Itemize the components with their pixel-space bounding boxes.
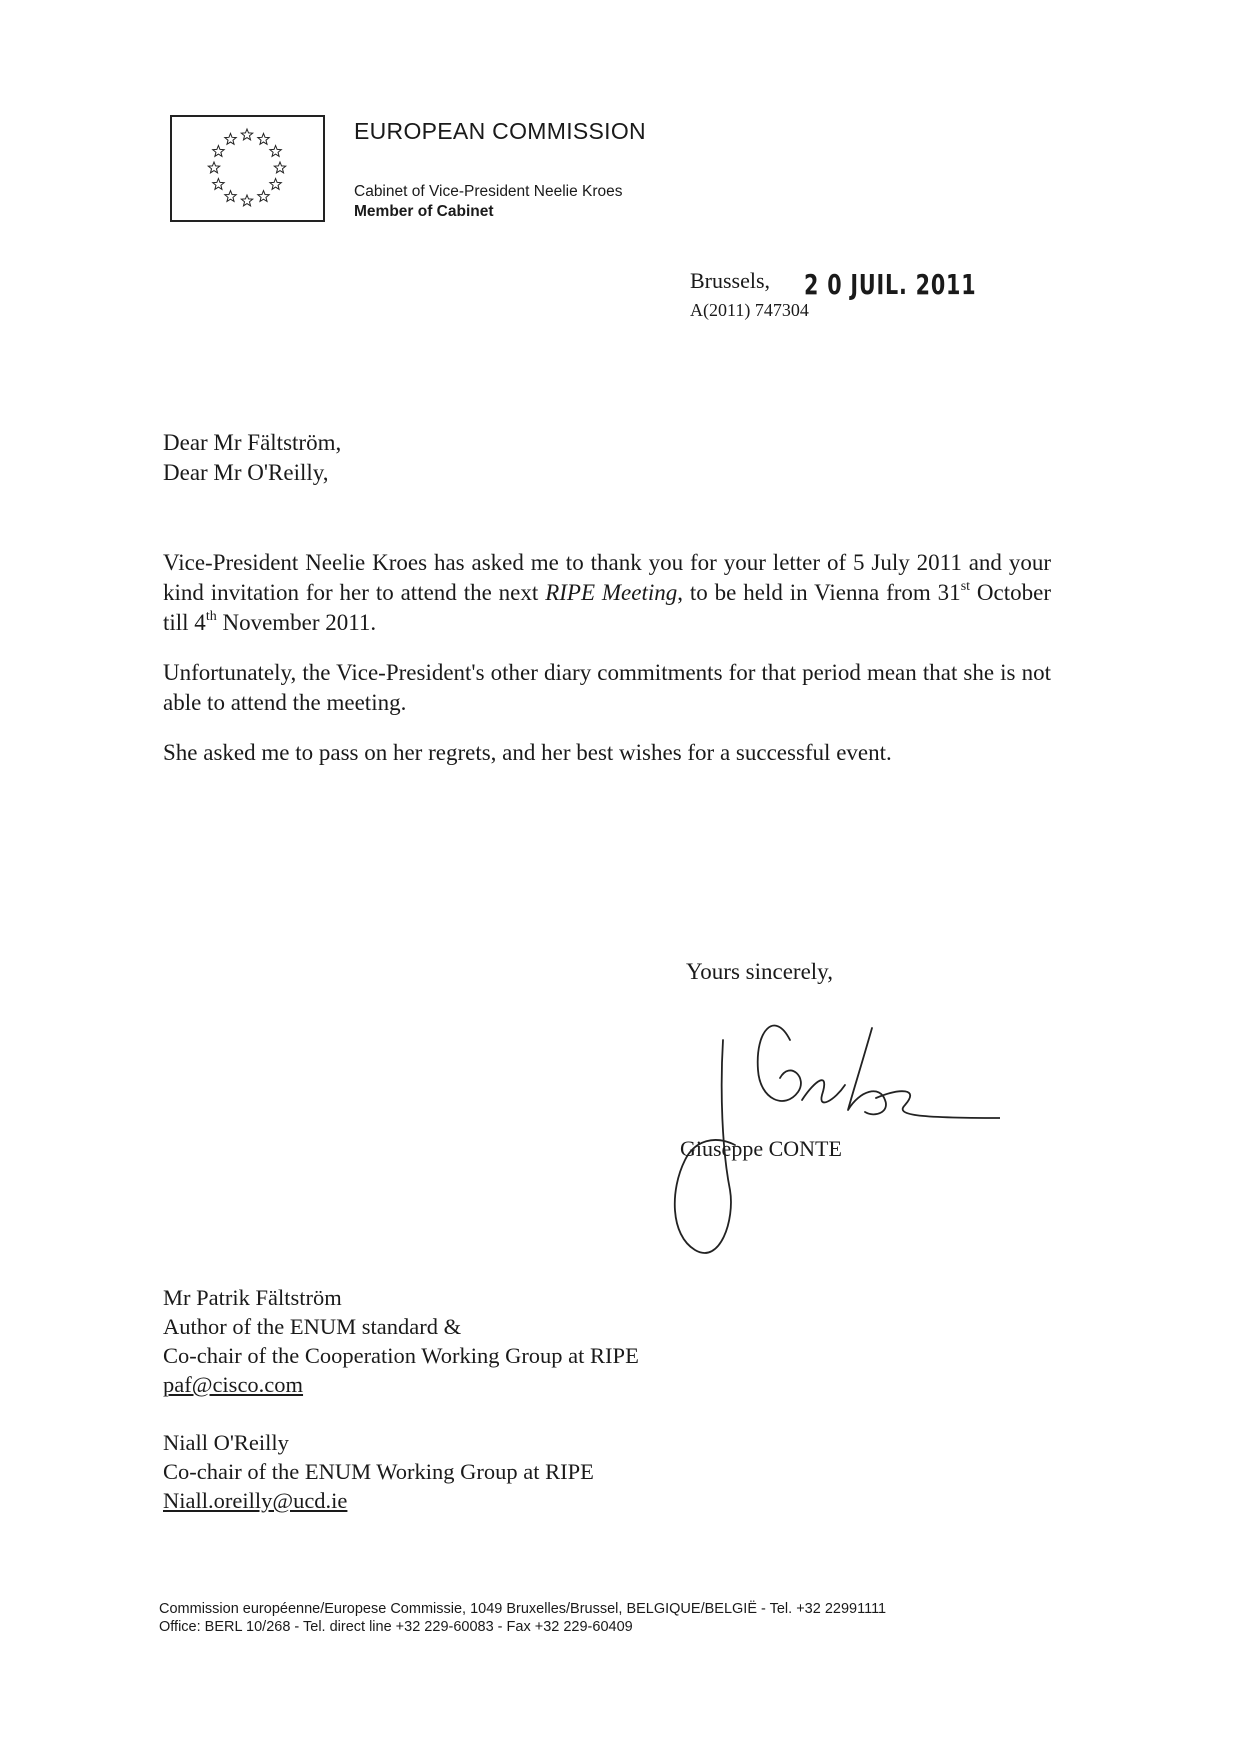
recipient-2-name: Niall O'Reilly: [163, 1430, 289, 1455]
recipient-2-email-link[interactable]: Niall.oreilly@ucd.ie: [163, 1488, 348, 1513]
star-icon: [208, 162, 219, 173]
recipient-1-line-1: Author of the ENUM standard &: [163, 1314, 462, 1339]
star-icon: [270, 146, 281, 157]
organization-title: EUROPEAN COMMISSION: [354, 118, 646, 144]
star-icon: [258, 191, 269, 202]
handwritten-signature: [640, 1000, 1000, 1270]
recipient-2: [163, 1428, 594, 1515]
star-icon: [274, 162, 285, 173]
city: Brussels,: [690, 268, 771, 293]
eu-flag-logo: [170, 115, 325, 222]
paragraph-1: Vice-President Neelie Kroes has asked me to thank you for your letter of 5 July 2011 and your kind invitation for her to attend the next RIPE Meeting, to be held in Vienna from 31st October till 4th November 2011.: [163, 550, 1052, 635]
paragraph-3: She asked me to pass on her regrets, and her best wishes for a successful event.: [163, 740, 892, 765]
cabinet-line: Cabinet of Vice-President Neelie Kroes: [354, 183, 623, 200]
recipient-1-email-link[interactable]: paf@cisco.com: [163, 1372, 304, 1397]
star-icon: [225, 133, 236, 144]
paragraph-2: Unfortunately, the Vice-President's other diary commitments for that period mean that she is not able to attend the meeting.: [163, 660, 1051, 715]
recipient-2-line-1: Co-chair of the ENUM Working Group at RIPE: [163, 1459, 594, 1484]
signatory-name: Giuseppe CONTE: [680, 1136, 842, 1161]
reference-number: A(2011) 747304: [690, 300, 809, 320]
stars-circle-icon: [172, 117, 323, 220]
star-icon: [241, 195, 252, 206]
footer-line-1: Commission européenne/Europese Commissie, 1049 Bruxelles/Brussel, BELGIQUE/BELGIË - Tel. +32 22991111: [159, 1601, 887, 1617]
star-icon: [241, 129, 252, 140]
salutation-2: Dear Mr O'Reilly,: [163, 460, 329, 485]
role-line: Member of Cabinet: [354, 203, 494, 220]
star-icon: [225, 191, 236, 202]
salutation-1: Dear Mr Fältström,: [163, 430, 342, 455]
star-icon: [258, 133, 269, 144]
star-icon: [213, 146, 224, 157]
footer: [159, 1600, 886, 1636]
star-icon: [270, 179, 281, 190]
footer-line-2: Office: BERL 10/268 - Tel. direct line +32 229-60083 - Fax +32 229-60409: [159, 1619, 633, 1635]
recipient-1-name: Mr Patrik Fältström: [163, 1285, 342, 1310]
recipient-1-line-2: Co-chair of the Cooperation Working Group at RIPE: [163, 1343, 639, 1368]
star-icon: [213, 179, 224, 190]
closing: Yours sincerely,: [686, 959, 833, 984]
recipient-1: [163, 1283, 639, 1399]
date-stamp: 2 0 JUIL. 2011: [804, 268, 977, 301]
